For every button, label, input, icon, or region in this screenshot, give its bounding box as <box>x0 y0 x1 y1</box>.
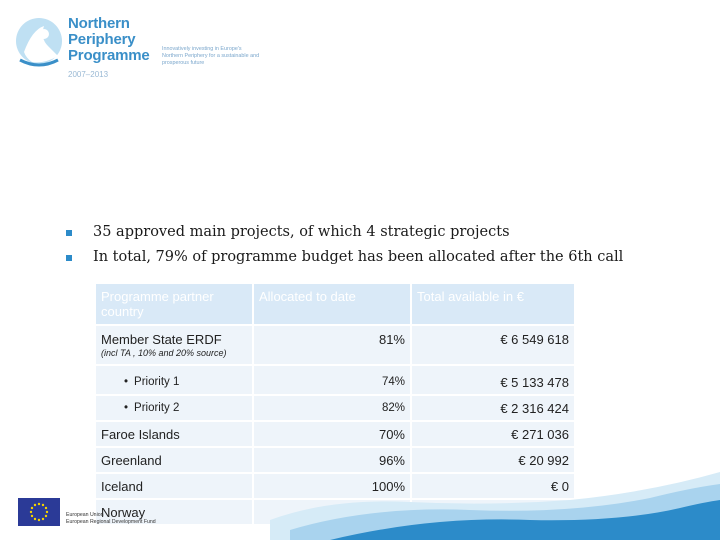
country-cell: Iceland <box>96 474 254 498</box>
programme-name-line-3: Programme <box>68 47 150 64</box>
member-state-sub: (incl TA , 10% and 20% source) <box>101 348 227 358</box>
member-state-label: Member State ERDF <box>101 332 222 347</box>
programme-name-line-1: Northern <box>68 15 130 32</box>
member-state-cell <box>96 326 254 364</box>
allocated-cell: 96% <box>254 448 412 472</box>
programme-years: 2007–2013 <box>68 70 109 79</box>
programme-logo-icon <box>14 16 64 70</box>
allocated-cell: 70% <box>254 422 412 446</box>
table-row <box>96 422 574 446</box>
table-row <box>96 396 574 420</box>
eu-logo-line-1: European Union <box>66 512 104 518</box>
eu-logo <box>18 498 178 530</box>
member-state-total: € 6 549 618 <box>412 326 574 364</box>
square-bullet-icon <box>66 230 72 236</box>
eu-logo-line-2: European Regional Development Fund <box>66 519 156 525</box>
total-cell: € 20 992 <box>412 448 574 472</box>
total-cell: € 0 <box>412 474 574 498</box>
eu-flag-icon <box>18 498 60 526</box>
table-row <box>96 326 574 364</box>
table-header-row <box>96 284 574 324</box>
priority-1-total: € 5 133 478 <box>412 366 574 394</box>
table-row <box>96 366 574 394</box>
decorative-wave-icon <box>270 470 720 540</box>
priority-1-allocated: 74% <box>254 366 412 394</box>
header-total: Total available in € <box>412 284 574 324</box>
square-bullet-icon <box>66 255 72 261</box>
priority-1-label: • Priority 1 <box>96 366 254 394</box>
table-row <box>96 448 574 472</box>
priority-2-label: • Priority 2 <box>96 396 254 420</box>
programme-logo <box>14 14 260 84</box>
priority-2-allocated: 82% <box>254 396 412 420</box>
member-state-allocated: 81% <box>254 326 412 364</box>
programme-name <box>68 16 150 64</box>
bullet-text: In total, 79% of programme budget has been allocated after the 6th call <box>93 249 624 265</box>
country-cell: Faroe Islands <box>96 422 254 446</box>
programme-tagline: Innovatively investing in Europe's Northern Periphery for a sustainable and prosperous future <box>162 46 260 66</box>
allocated-cell: 100% <box>254 474 412 498</box>
bullet-text: 35 approved main projects, of which 4 strategic projects <box>93 224 510 240</box>
country-cell: Norway <box>96 500 254 524</box>
priority-2-total: € 2 316 424 <box>412 396 574 420</box>
header-country: Programme partner country <box>96 284 254 324</box>
bullet-item <box>66 245 706 270</box>
country-cell: Greenland <box>96 448 254 472</box>
header-allocated: Allocated to date <box>254 284 412 324</box>
bullet-item <box>66 220 706 245</box>
eu-logo-text <box>66 512 156 526</box>
summary-bullets <box>66 220 706 270</box>
total-cell: € 271 036 <box>412 422 574 446</box>
programme-name-line-2: Periphery <box>68 31 136 48</box>
